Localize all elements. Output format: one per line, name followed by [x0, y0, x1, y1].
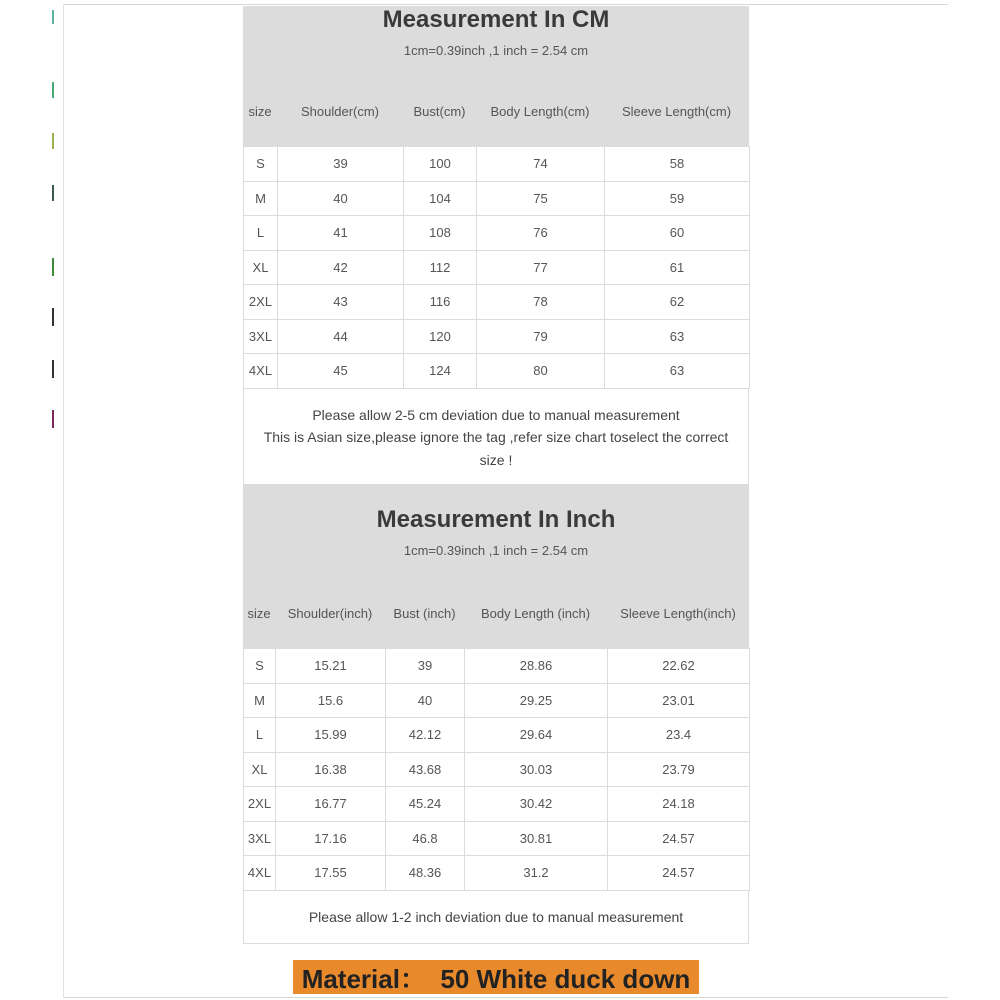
cm-note-line: size ! [479, 451, 513, 468]
cell-size: 2XL [244, 787, 276, 822]
cell-sleeve-length: 24.18 [608, 787, 750, 822]
cm-chart-header [243, 6, 749, 146]
cell-shoulder: 41 [278, 216, 404, 251]
column-header-size: size [247, 605, 271, 621]
cell-body-length: 29.25 [465, 683, 608, 718]
material-banner: Material： 50 White duck down [293, 960, 699, 994]
cell-shoulder: 16.77 [276, 787, 386, 822]
cell-sleeve-length: 62 [605, 285, 750, 320]
cm-note-line: Please allow 2-5 cm deviation due to manual measurement [312, 406, 680, 423]
table-row [244, 718, 750, 753]
cell-shoulder: 45 [278, 354, 404, 389]
cell-size: 2XL [244, 285, 278, 320]
table-row [244, 354, 750, 389]
cell-body-length: 31.2 [465, 856, 608, 891]
cell-bust: 42.12 [386, 718, 465, 753]
cell-size: 3XL [244, 319, 278, 354]
cell-shoulder: 44 [278, 319, 404, 354]
edge-mark [52, 185, 54, 201]
cell-sleeve-length: 23.01 [608, 683, 750, 718]
edge-mark [52, 360, 54, 378]
inch-column-headers [243, 598, 749, 628]
cell-sleeve-length: 24.57 [608, 856, 750, 891]
cell-sleeve-length: 23.4 [608, 718, 750, 753]
cell-shoulder: 15.21 [276, 649, 386, 684]
cell-body-length: 30.81 [465, 821, 608, 856]
cell-sleeve-length: 58 [605, 147, 750, 182]
cell-body-length: 74 [477, 147, 605, 182]
column-header-bust: Bust(cm) [413, 103, 466, 119]
cell-body-length: 76 [477, 216, 605, 251]
cell-size: S [244, 147, 278, 182]
table-row [244, 216, 750, 251]
cm-chart-subtitle: 1cm=0.39inch ,1 inch = 2.54 cm [403, 43, 589, 58]
cell-size: 4XL [244, 354, 278, 389]
table-row [244, 649, 750, 684]
cell-size: XL [244, 752, 276, 787]
table-row [244, 319, 750, 354]
cell-size: L [244, 216, 278, 251]
table-row [244, 752, 750, 787]
edge-mark [52, 82, 54, 98]
cell-body-length: 30.03 [465, 752, 608, 787]
cell-sleeve-length: 63 [605, 319, 750, 354]
column-header-shoulder: Shoulder(inch) [287, 605, 373, 621]
cell-body-length: 30.42 [465, 787, 608, 822]
column-header-body-length: Body Length(cm) [490, 103, 590, 119]
cell-bust: 108 [404, 216, 477, 251]
inch-size-chart [243, 484, 749, 944]
cell-bust: 116 [404, 285, 477, 320]
inch-deviation-note: Please allow 1-2 inch deviation due to manual measurement [243, 891, 749, 944]
cell-bust: 45.24 [386, 787, 465, 822]
cell-bust: 40 [386, 683, 465, 718]
edge-mark [52, 308, 54, 326]
cell-sleeve-length: 22.62 [608, 649, 750, 684]
inch-chart-subtitle: 1cm=0.39inch ,1 inch = 2.54 cm [403, 543, 589, 558]
table-row [244, 856, 750, 891]
inch-size-table [243, 648, 750, 891]
column-header-size: size [248, 103, 272, 119]
edge-mark [52, 133, 54, 149]
cell-shoulder: 17.55 [276, 856, 386, 891]
table-row [244, 787, 750, 822]
table-row [244, 250, 750, 285]
table-row [244, 285, 750, 320]
cell-size: XL [244, 250, 278, 285]
cell-body-length: 75 [477, 181, 605, 216]
table-row [244, 683, 750, 718]
cell-sleeve-length: 24.57 [608, 821, 750, 856]
frame-left-line [63, 4, 64, 998]
cell-bust: 100 [404, 147, 477, 182]
column-header-shoulder: Shoulder(cm) [300, 103, 380, 119]
cell-shoulder: 15.6 [276, 683, 386, 718]
cell-shoulder: 43 [278, 285, 404, 320]
table-row [244, 147, 750, 182]
cell-sleeve-length: 61 [605, 250, 750, 285]
cell-bust: 112 [404, 250, 477, 285]
cm-note-line: This is Asian size,please ignore the tag ,refer size chart toselect the correct [263, 429, 729, 445]
cell-bust: 46.8 [386, 821, 465, 856]
cell-size: 3XL [244, 821, 276, 856]
cell-bust: 43.68 [386, 752, 465, 787]
cell-shoulder: 42 [278, 250, 404, 285]
frame-bottom-line [64, 997, 948, 998]
cell-size: S [244, 649, 276, 684]
edge-mark [52, 258, 54, 276]
cell-bust: 124 [404, 354, 477, 389]
cell-shoulder: 40 [278, 181, 404, 216]
cell-body-length: 78 [477, 285, 605, 320]
edge-mark [52, 410, 54, 428]
cell-size: 4XL [244, 856, 276, 891]
table-row [244, 821, 750, 856]
cell-bust: 39 [386, 649, 465, 684]
table-row [244, 181, 750, 216]
cm-deviation-note [243, 389, 749, 485]
column-header-sleeve-length: Sleeve Length(cm) [621, 103, 732, 119]
frame-top-line [64, 4, 948, 5]
edge-mark [52, 10, 54, 24]
cell-body-length: 28.86 [465, 649, 608, 684]
cell-shoulder: 15.99 [276, 718, 386, 753]
cell-sleeve-length: 60 [605, 216, 750, 251]
cell-body-length: 80 [477, 354, 605, 389]
cell-size: M [244, 683, 276, 718]
cell-body-length: 79 [477, 319, 605, 354]
column-header-body-length: Body Length (inch) [480, 605, 591, 621]
column-header-sleeve-length: Sleeve Length(inch) [620, 605, 736, 621]
cell-shoulder: 16.38 [276, 752, 386, 787]
cell-body-length: 77 [477, 250, 605, 285]
cm-size-chart [243, 6, 749, 485]
cell-bust: 104 [404, 181, 477, 216]
cell-body-length: 29.64 [465, 718, 608, 753]
column-header-bust: Bust (inch) [393, 605, 456, 621]
cell-shoulder: 17.16 [276, 821, 386, 856]
cell-shoulder: 39 [278, 147, 404, 182]
cell-size: M [244, 181, 278, 216]
cm-column-headers [243, 96, 749, 126]
cell-sleeve-length: 23.79 [608, 752, 750, 787]
inch-chart-title: Measurement In Inch [376, 506, 616, 533]
cell-bust: 120 [404, 319, 477, 354]
cm-chart-title: Measurement In CM [382, 6, 610, 33]
cell-bust: 48.36 [386, 856, 465, 891]
cell-sleeve-length: 59 [605, 181, 750, 216]
cm-size-table [243, 146, 750, 389]
cell-size: L [244, 718, 276, 753]
inch-chart-header [243, 484, 749, 648]
cell-sleeve-length: 63 [605, 354, 750, 389]
